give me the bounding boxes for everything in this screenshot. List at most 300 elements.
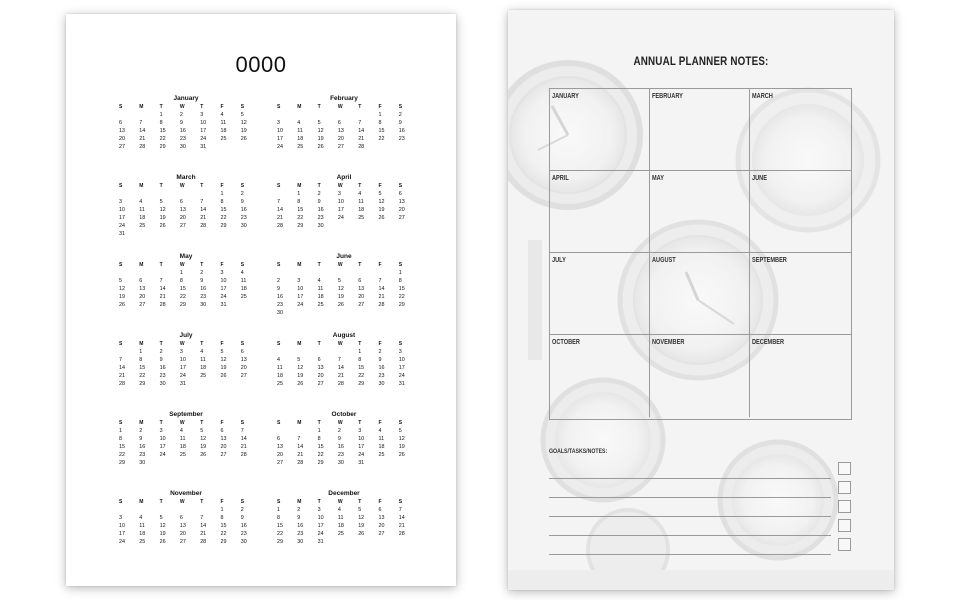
- weekday-header: S: [240, 499, 245, 505]
- weekday-header: M: [139, 104, 144, 110]
- day-number: 3: [179, 349, 183, 355]
- empty-day: [337, 348, 357, 356]
- day-number: 8: [159, 120, 163, 126]
- notes-cell-may[interactable]: [650, 171, 750, 253]
- day-number: 17: [200, 128, 207, 134]
- weekday-header: S: [398, 341, 403, 347]
- day-number: 27: [277, 460, 283, 466]
- weekday-header: W: [179, 341, 185, 347]
- day-number: 26: [119, 302, 125, 308]
- day-number: 21: [398, 523, 405, 529]
- day-number: 30: [297, 539, 304, 545]
- day-number: 18: [277, 373, 283, 379]
- day-number: 7: [378, 278, 382, 284]
- day-number: 21: [200, 215, 207, 221]
- empty-day: [179, 190, 199, 198]
- day-number: 25: [139, 539, 146, 545]
- day-number: 19: [200, 444, 207, 450]
- day-number: 4: [297, 120, 301, 126]
- goal-writing-line[interactable]: [549, 497, 831, 498]
- notes-cell-october[interactable]: [550, 335, 650, 417]
- weekday-header: F: [378, 104, 382, 110]
- weekday-header: T: [159, 183, 163, 189]
- day-number: 30: [179, 144, 186, 150]
- day-number: 26: [337, 302, 344, 308]
- day-number: 4: [139, 515, 143, 521]
- day-number: 8: [119, 436, 122, 442]
- day-number: 24: [317, 531, 324, 537]
- day-number: 20: [240, 365, 247, 371]
- day-number: 18: [220, 128, 227, 134]
- day-number: 22: [358, 373, 365, 379]
- day-number: 29: [179, 302, 186, 308]
- day-number: 27: [240, 373, 247, 379]
- day-number: 2: [378, 349, 382, 355]
- day-number: 4: [240, 270, 244, 276]
- day-number: 28: [277, 223, 283, 229]
- day-number: 29: [159, 144, 166, 150]
- day-number: 21: [200, 531, 207, 537]
- weekday-header: S: [240, 104, 245, 110]
- day-number: 18: [358, 207, 365, 213]
- day-number: 8: [297, 199, 301, 205]
- day-number: 17: [398, 365, 405, 371]
- weekday-header: S: [240, 183, 245, 189]
- day-number: 17: [337, 207, 344, 213]
- day-number: 9: [317, 199, 321, 205]
- day-number: 25: [317, 302, 324, 308]
- day-number: 19: [159, 215, 166, 221]
- day-number: 11: [200, 357, 206, 363]
- notes-cell-february[interactable]: [650, 89, 750, 171]
- day-number: 3: [317, 507, 321, 513]
- weekday-header: M: [139, 420, 144, 426]
- weekday-header: M: [297, 183, 302, 189]
- month-day-grid: [276, 182, 408, 230]
- day-number: 1: [220, 191, 224, 197]
- day-number: 27: [317, 381, 324, 387]
- goal-writing-line[interactable]: [549, 516, 831, 517]
- month-october: [276, 410, 408, 467]
- day-number: 20: [139, 294, 146, 300]
- notes-cell-april[interactable]: [550, 171, 650, 253]
- day-number: 15: [317, 444, 324, 450]
- day-number: 6: [337, 120, 341, 126]
- day-number: 19: [297, 373, 304, 379]
- day-number: 20: [220, 444, 227, 450]
- empty-day: [377, 269, 397, 277]
- weekday-header: F: [220, 183, 224, 189]
- empty-day: [138, 506, 158, 514]
- day-number: 23: [297, 531, 304, 537]
- day-number: 6: [358, 278, 362, 284]
- month-name: September: [169, 411, 203, 418]
- month-april: [276, 173, 408, 230]
- day-number: 8: [277, 515, 280, 521]
- day-number: 17: [119, 531, 125, 537]
- day-number: 7: [277, 199, 280, 205]
- day-number: 3: [200, 112, 204, 118]
- weekday-header: T: [159, 262, 163, 268]
- empty-day: [159, 190, 179, 198]
- day-number: 17: [220, 286, 227, 292]
- day-number: 16: [200, 286, 207, 292]
- day-number: 25: [358, 215, 365, 221]
- day-number: 18: [200, 365, 207, 371]
- day-number: 31: [200, 144, 207, 150]
- weekday-header: M: [297, 262, 302, 268]
- notes-cell-december[interactable]: [750, 335, 851, 417]
- day-number: 27: [139, 302, 146, 308]
- day-number: 17: [277, 136, 283, 142]
- weekday-header: T: [200, 420, 204, 426]
- weekday-header: S: [277, 420, 281, 426]
- notes-month-label: DECEMBER: [752, 339, 785, 346]
- weekday-header: T: [159, 341, 163, 347]
- day-number: 9: [297, 515, 301, 521]
- empty-day: [276, 190, 296, 198]
- weekday-header: T: [358, 262, 362, 268]
- day-number: 16: [240, 207, 247, 213]
- day-number: 2: [398, 112, 402, 118]
- day-number: 21: [297, 452, 304, 458]
- day-number: 15: [378, 128, 385, 134]
- day-number: 16: [277, 294, 283, 300]
- goal-checkbox[interactable]: [838, 500, 851, 513]
- day-number: 5: [398, 428, 402, 434]
- empty-day: [138, 269, 158, 277]
- day-number: 23: [240, 215, 247, 221]
- weekday-header: F: [220, 341, 224, 347]
- day-number: 13: [240, 357, 247, 363]
- day-number: 31: [317, 539, 324, 545]
- day-number: 11: [139, 207, 145, 213]
- day-number: 20: [378, 523, 385, 529]
- day-number: 5: [358, 507, 362, 513]
- weekday-header: T: [159, 499, 163, 505]
- day-number: 30: [337, 460, 344, 466]
- notes-cell-march[interactable]: [750, 89, 851, 171]
- day-number: 29: [358, 381, 365, 387]
- weekday-header: M: [297, 499, 302, 505]
- weekday-header: M: [139, 341, 144, 347]
- day-number: 29: [277, 539, 283, 545]
- weekday-header: T: [358, 341, 362, 347]
- day-number: 23: [200, 294, 207, 300]
- day-number: 1: [358, 349, 362, 355]
- goal-checkbox[interactable]: [838, 481, 851, 494]
- day-number: 18: [337, 523, 344, 529]
- day-number: 10: [220, 278, 227, 284]
- day-number: 12: [200, 436, 207, 442]
- day-number: 13: [378, 515, 385, 521]
- day-number: 14: [297, 444, 304, 450]
- weekday-header: W: [179, 104, 185, 110]
- day-number: 3: [119, 199, 122, 205]
- day-number: 23: [159, 373, 166, 379]
- weekday-header: T: [317, 341, 321, 347]
- day-number: 25: [378, 452, 385, 458]
- empty-day: [317, 269, 337, 277]
- day-number: 13: [220, 436, 227, 442]
- day-number: 22: [119, 452, 125, 458]
- day-number: 7: [297, 436, 301, 442]
- weekday-header: T: [200, 183, 204, 189]
- day-number: 15: [220, 207, 227, 213]
- day-number: 10: [179, 357, 186, 363]
- day-number: 26: [159, 539, 166, 545]
- notes-cell-july[interactable]: [550, 253, 650, 335]
- day-number: 18: [378, 444, 385, 450]
- day-number: 27: [179, 539, 186, 545]
- weekday-header: T: [200, 341, 204, 347]
- weekday-header: F: [220, 499, 224, 505]
- day-number: 21: [358, 136, 365, 142]
- day-number: 20: [398, 207, 405, 213]
- day-number: 30: [139, 460, 146, 466]
- day-number: 3: [159, 428, 163, 434]
- day-number: 6: [398, 191, 402, 197]
- day-number: 29: [139, 381, 146, 387]
- month-name: November: [170, 490, 202, 497]
- day-number: 26: [398, 452, 405, 458]
- day-number: 7: [358, 120, 362, 126]
- day-number: 24: [119, 539, 125, 545]
- month-day-grid: [118, 103, 250, 151]
- day-number: 8: [317, 436, 321, 442]
- day-number: 2: [179, 112, 183, 118]
- day-number: 4: [200, 349, 204, 355]
- month-name: December: [328, 490, 360, 497]
- day-number: 9: [139, 436, 143, 442]
- day-number: 8: [398, 278, 402, 284]
- weekday-header: T: [358, 499, 362, 505]
- weekday-header: S: [277, 183, 281, 189]
- goal-checkbox[interactable]: [838, 538, 851, 551]
- day-number: 16: [179, 128, 186, 134]
- day-number: 20: [337, 136, 344, 142]
- day-number: 6: [317, 357, 321, 363]
- day-number: 11: [179, 436, 186, 442]
- weekday-header: M: [139, 499, 144, 505]
- day-number: 23: [179, 136, 186, 142]
- day-number: 29: [220, 539, 227, 545]
- day-number: 26: [240, 136, 247, 142]
- weekday-header: S: [277, 341, 281, 347]
- day-number: 21: [240, 444, 247, 450]
- month-day-grid: [118, 419, 250, 467]
- day-number: 13: [119, 128, 125, 134]
- day-number: 16: [297, 523, 304, 529]
- weekday-header: F: [378, 341, 382, 347]
- notes-month-label: MARCH: [752, 93, 773, 100]
- day-number: 6: [139, 278, 143, 284]
- day-number: 15: [119, 444, 125, 450]
- day-number: 31: [179, 381, 186, 387]
- day-number: 24: [220, 294, 227, 300]
- notes-cell-august[interactable]: [650, 253, 750, 335]
- empty-day: [296, 269, 316, 277]
- weekday-header: S: [119, 104, 123, 110]
- weekday-header: F: [220, 262, 224, 268]
- day-number: 10: [297, 286, 304, 292]
- day-number: 30: [200, 302, 207, 308]
- day-number: 24: [277, 144, 283, 150]
- weekday-header: S: [119, 499, 123, 505]
- weekday-header: S: [398, 104, 403, 110]
- notes-cell-september[interactable]: [750, 253, 851, 335]
- day-number: 31: [398, 381, 405, 387]
- empty-day: [118, 506, 138, 514]
- day-number: 1: [297, 191, 301, 197]
- empty-day: [179, 506, 199, 514]
- day-number: 30: [240, 223, 247, 229]
- notes-month-label: JULY: [552, 257, 566, 264]
- day-number: 17: [119, 215, 125, 221]
- day-number: 15: [277, 523, 283, 529]
- notes-month-label: AUGUST: [652, 257, 676, 264]
- empty-day: [276, 111, 296, 119]
- day-number: 19: [159, 531, 166, 537]
- month-name: April: [336, 174, 352, 181]
- day-number: 27: [220, 452, 227, 458]
- day-number: 26: [200, 452, 207, 458]
- day-number: 29: [398, 302, 405, 308]
- day-number: 28: [200, 223, 207, 229]
- day-number: 8: [358, 357, 362, 363]
- day-number: 31: [220, 302, 227, 308]
- day-number: 10: [277, 128, 283, 134]
- empty-day: [138, 190, 158, 198]
- day-number: 13: [139, 286, 146, 292]
- day-number: 7: [398, 507, 402, 513]
- weekday-header: W: [337, 262, 343, 268]
- day-number: 4: [277, 357, 280, 363]
- day-number: 19: [220, 365, 227, 371]
- day-number: 12: [220, 357, 227, 363]
- day-number: 1: [378, 112, 382, 118]
- notes-cell-january[interactable]: [550, 89, 650, 171]
- day-number: 7: [337, 357, 341, 363]
- day-number: 21: [139, 136, 146, 142]
- day-number: 23: [337, 452, 344, 458]
- day-number: 7: [159, 278, 163, 284]
- day-number: 25: [240, 294, 247, 300]
- day-number: 19: [317, 136, 324, 142]
- month-name: January: [173, 95, 199, 102]
- day-number: 15: [179, 286, 186, 292]
- day-number: 5: [297, 357, 301, 363]
- day-number: 4: [220, 112, 224, 118]
- day-number: 30: [378, 381, 385, 387]
- day-number: 27: [119, 144, 125, 150]
- day-number: 9: [159, 357, 163, 363]
- day-number: 28: [398, 531, 405, 537]
- day-number: 16: [378, 365, 385, 371]
- day-number: 12: [378, 199, 385, 205]
- day-number: 15: [398, 286, 405, 292]
- day-number: 16: [317, 207, 324, 213]
- weekday-header: T: [317, 420, 321, 426]
- empty-day: [337, 111, 357, 119]
- empty-day: [317, 111, 337, 119]
- weekday-header: T: [200, 499, 204, 505]
- goal-writing-line[interactable]: [549, 554, 831, 555]
- day-number: 20: [179, 215, 186, 221]
- day-number: 25: [220, 136, 227, 142]
- weekday-header: T: [317, 262, 321, 268]
- goals-label: GOALS/TASKS/NOTES:: [549, 448, 608, 455]
- notes-cell-november[interactable]: [650, 335, 750, 417]
- day-number: 16: [398, 128, 405, 134]
- weekday-header: M: [297, 104, 302, 110]
- annual-planner-notes-page: [508, 10, 894, 590]
- day-number: 3: [297, 278, 301, 284]
- weekday-header: W: [337, 104, 343, 110]
- day-number: 4: [317, 278, 321, 284]
- day-number: 28: [378, 302, 385, 308]
- day-number: 14: [240, 436, 247, 442]
- day-number: 13: [358, 286, 365, 292]
- empty-day: [317, 348, 337, 356]
- day-number: 5: [240, 112, 244, 118]
- day-number: 4: [378, 428, 382, 434]
- weekday-header: T: [317, 183, 321, 189]
- day-number: 14: [337, 365, 344, 371]
- month-september: [118, 410, 250, 467]
- day-number: 1: [119, 428, 122, 434]
- day-number: 9: [179, 120, 183, 126]
- day-number: 28: [119, 381, 125, 387]
- weekday-header: S: [119, 341, 123, 347]
- day-number: 26: [317, 144, 324, 150]
- month-day-grid: [276, 340, 408, 388]
- day-number: 22: [317, 452, 324, 458]
- empty-day: [118, 111, 138, 119]
- yearly-calendar-page: [66, 14, 456, 586]
- day-number: 15: [358, 365, 365, 371]
- day-number: 12: [297, 365, 304, 371]
- weekday-header: F: [220, 420, 224, 426]
- goal-checkbox[interactable]: [838, 519, 851, 532]
- day-number: 11: [277, 365, 283, 371]
- day-number: 21: [119, 373, 125, 379]
- goal-writing-line[interactable]: [549, 535, 831, 536]
- goal-writing-line[interactable]: [549, 478, 831, 479]
- goal-checkbox[interactable]: [838, 462, 851, 475]
- day-number: 3: [337, 191, 341, 197]
- weekday-header: M: [297, 420, 302, 426]
- weekday-header: S: [398, 499, 403, 505]
- day-number: 10: [119, 523, 125, 529]
- day-number: 6: [240, 349, 244, 355]
- weekday-header: F: [220, 104, 224, 110]
- day-number: 9: [378, 357, 382, 363]
- day-number: 22: [378, 136, 385, 142]
- day-number: 1: [398, 270, 402, 276]
- month-february: [276, 94, 408, 151]
- day-number: 24: [119, 223, 125, 229]
- notes-cell-june[interactable]: [750, 171, 851, 253]
- weekday-header: W: [337, 420, 343, 426]
- day-number: 8: [139, 357, 143, 363]
- day-number: 24: [297, 302, 304, 308]
- month-day-grid: [276, 261, 408, 317]
- day-number: 1: [220, 507, 224, 513]
- month-november: [118, 489, 250, 546]
- day-number: 6: [277, 436, 280, 442]
- empty-day: [296, 111, 316, 119]
